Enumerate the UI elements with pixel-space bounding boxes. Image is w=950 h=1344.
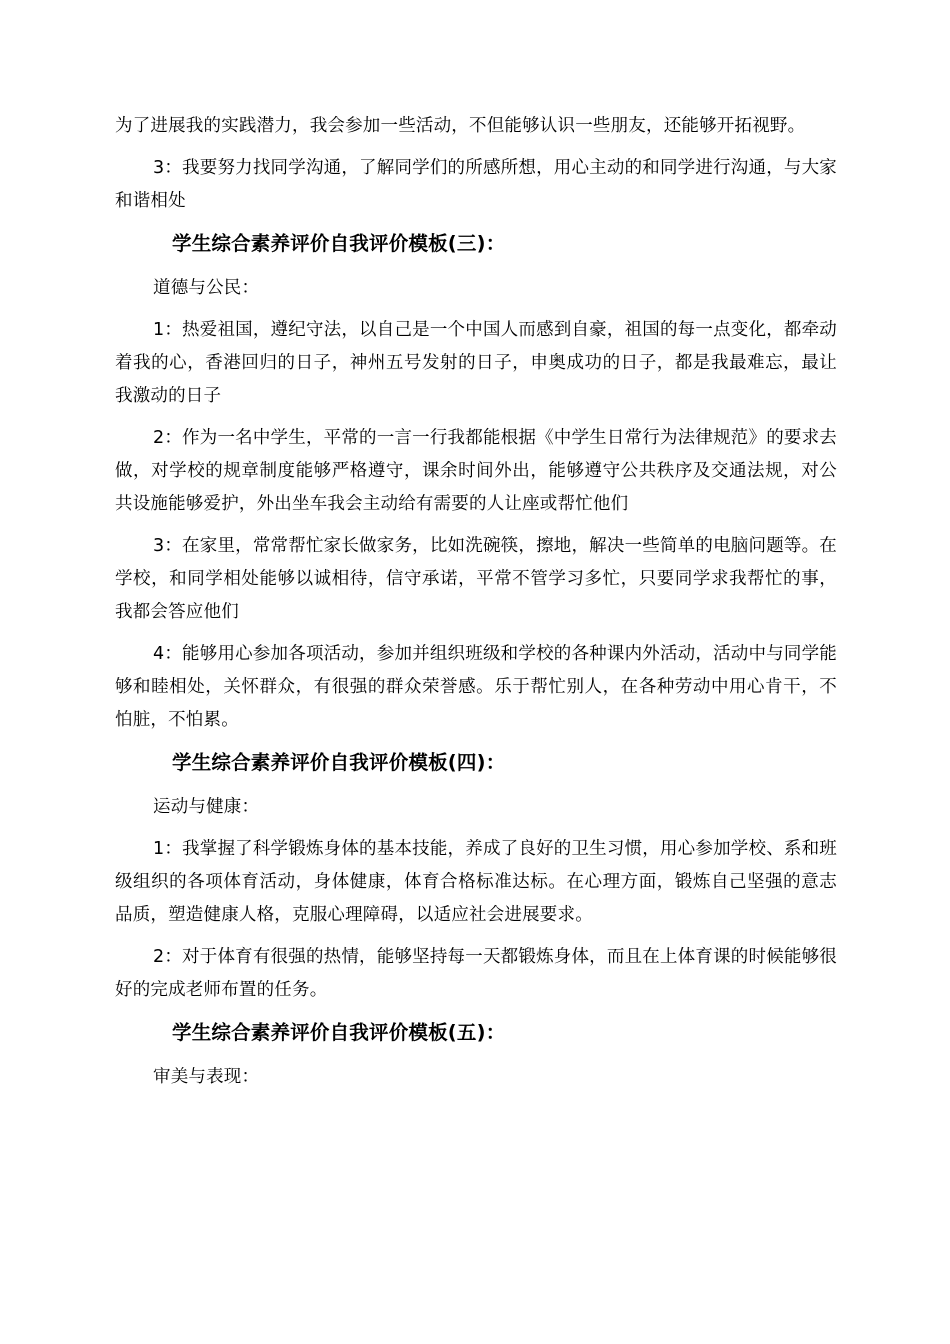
paragraph-intro-1: 为了进展我的实践潜力，我会参加一些活动，不但能够认识一些朋友，还能够开拓视野。 [115,116,806,136]
list-item: 2：对于体育有很强的热情，能够坚持每一天都锻炼身体，而且在上体育课的时候能够很好的完成老师布置的任务。 [115,947,837,1000]
section-3 [115,227,837,737]
section-subtitle: 运动与健康： [153,797,260,817]
section-5 [115,1016,837,1094]
list-item: 2：作为一名中学生，平常的一言一行我都能根据《中学生日常行为法律规范》的要求去做，对学校的规章制度能够严格遵守，课余时间外出，能够遵守公共秩序及交通法规，对公共设施能够爱护，外出坐车我会主动给有需要的人让座或帮忙他们 [115,428,837,514]
section-heading: 学生综合素养评价自我评价模板(三)： [172,232,506,255]
paragraph-intro-2: 3：我要努力找同学沟通，了解同学们的所感所想，用心主动的和同学进行沟通，与大家和谐相处 [115,158,837,211]
section-subtitle: 审美与表现： [153,1067,260,1087]
section-heading: 学生综合素养评价自我评价模板(五)： [172,1021,506,1044]
document-body [115,110,837,1103]
list-item: 1：我掌握了科学锻炼身体的基本技能，养成了良好的卫生习惯，用心参加学校、系和班级组织的各项体育活动，身体健康，体育合格标准达标。在心理方面，锻炼自己坚强的意志品质，塑造健康人格，克服心理障碍，以适应社会进展要求。 [115,839,837,925]
section-heading: 学生综合素养评价自我评价模板(四)： [172,751,506,774]
section-4 [115,746,837,1007]
list-item: 1：热爱祖国，遵纪守法，以自己是一个中国人而感到自豪，祖国的每一点变化，都牵动着我的心，香港回归的日子，神州五号发射的日子，申奥成功的日子，都是我最难忘，最让我激动的日子 [115,320,837,406]
list-item: 3：在家里，常常帮忙家长做家务，比如洗碗筷，擦地，解决一些简单的电脑问题等。在学校，和同学相处能够以诚相待，信守承诺，平常不管学习多忙，只要同学求我帮忙的事，我都会答应他们 [115,536,837,622]
list-item: 4：能够用心参加各项活动，参加并组织班级和学校的各种课内外活动，活动中与同学能够和睦相处，关怀群众，有很强的群众荣誉感。乐于帮忙别人，在各种劳动中用心肯干，不怕脏，不怕累。 [115,644,837,730]
section-subtitle: 道德与公民： [153,278,260,298]
